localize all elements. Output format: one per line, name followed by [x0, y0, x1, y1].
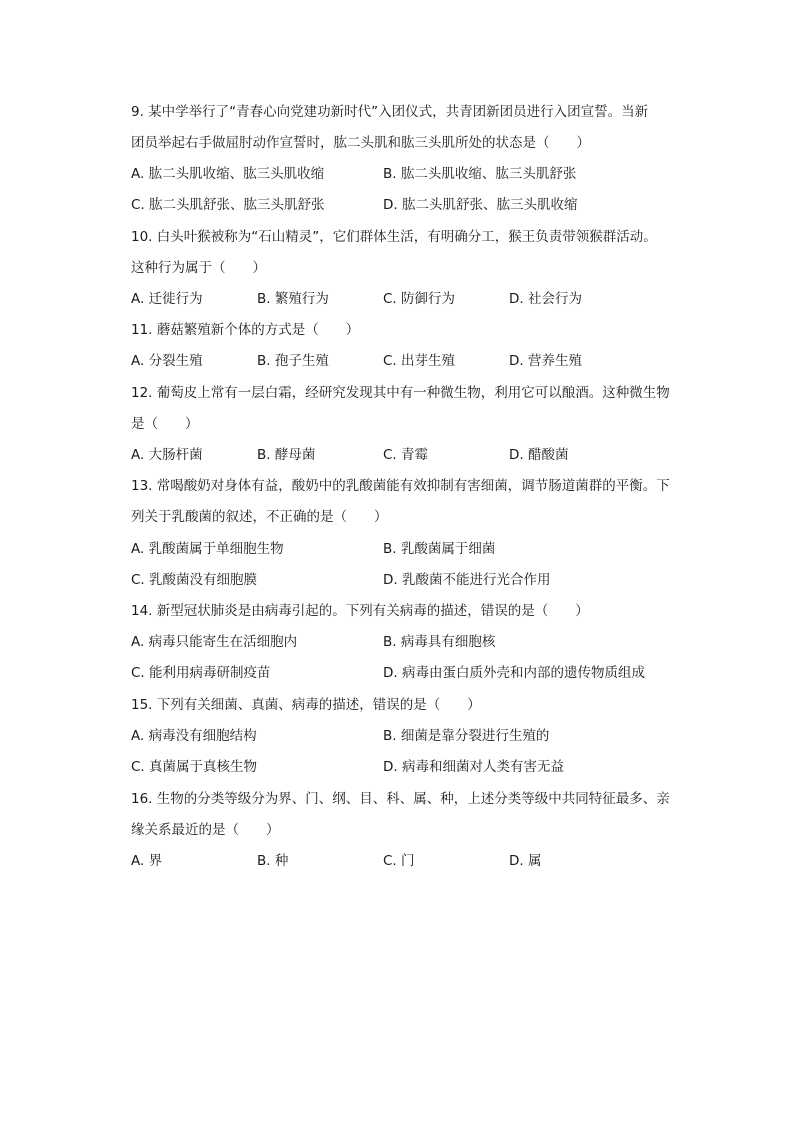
- q15-stem-line-1: 15. 下列有关细菌、真菌、病毒的描述，错误的是（ ）: [131, 697, 481, 713]
- q9-stem-line-1: 9. 某中学举行了“青春心向党建功新时代”入团仪式，共青团新团员进行入团宣誓。当新: [131, 104, 649, 120]
- q13-stem-line-2: 列关于乳酸菌的叙述，不正确的是（ ）: [131, 509, 388, 525]
- q11-stem-line-1: 11. 蘑菇繁殖新个体的方式是（ ）: [131, 322, 360, 338]
- q10-option-b: B. 繁殖行为: [257, 291, 329, 307]
- q16-option-c: C. 门: [383, 853, 415, 869]
- q14-stem-line-1: 14. 新型冠状肺炎是由病毒引起的。下列有关病毒的描述，错误的是（ ）: [131, 603, 589, 619]
- q12-option-a: A. 大肠杆菌: [131, 447, 203, 463]
- q11-option-a: A. 分裂生殖: [131, 353, 203, 369]
- q15-option-c: C. 真菌属于真核生物: [131, 759, 258, 775]
- q12-option-b: B. 酵母菌: [257, 447, 316, 463]
- q9-stem-line-2: 团员举起右手做屈肘动作宣誓时，肱二头肌和肱三头肌所处的状态是（ ）: [131, 135, 590, 151]
- q10-option-c: C. 防御行为: [383, 291, 456, 307]
- q14-option-c: C. 能利用病毒研制疫苗: [131, 665, 271, 681]
- q12-option-d: D. 醋酸菌: [509, 447, 569, 463]
- q16-stem-line-2: 缘关系最近的是（ ）: [131, 822, 280, 838]
- q16-option-a: A. 界: [131, 853, 163, 869]
- q11-option-d: D. 营养生殖: [509, 353, 582, 369]
- q15-option-a: A. 病毒没有细胞结构: [131, 728, 257, 744]
- q11-option-c: C. 出芽生殖: [383, 353, 456, 369]
- q13-option-a: A. 乳酸菌属于单细胞生物: [131, 541, 284, 557]
- q9-option-b: B. 肱二头肌收缩、肱三头肌舒张: [383, 166, 577, 182]
- q14-option-a: A. 病毒只能寄生在活细胞内: [131, 634, 298, 650]
- q9-option-d: D. 肱二头肌舒张、肱三头肌收缩: [383, 197, 578, 213]
- q16-option-d: D. 属: [509, 853, 542, 869]
- q13-option-c: C. 乳酸菌没有细胞膜: [131, 572, 258, 588]
- q12-stem-line-2: 是（ ）: [131, 416, 199, 432]
- q10-option-d: D. 社会行为: [509, 291, 582, 307]
- q16-stem-line-1: 16. 生物的分类等级分为界、门、纲、目、科、属、种，上述分类等级中共同特征最多、亲: [131, 791, 670, 807]
- q15-option-b: B. 细菌是靠分裂进行生殖的: [383, 728, 550, 744]
- q9-option-a: A. 肱二头肌收缩、肱三头肌收缩: [131, 166, 325, 182]
- q14-option-b: B. 病毒具有细胞核: [383, 634, 496, 650]
- q14-option-d: D. 病毒由蛋白质外壳和内部的遗传物质组成: [383, 665, 645, 681]
- q10-stem-line-2: 这种行为属于（ ）: [131, 260, 266, 276]
- q13-option-b: B. 乳酸菌属于细菌: [383, 541, 496, 557]
- q13-option-d: D. 乳酸菌不能进行光合作用: [383, 572, 551, 588]
- q16-option-b: B. 种: [257, 853, 289, 869]
- q11-option-b: B. 孢子生殖: [257, 353, 329, 369]
- q13-stem-line-1: 13. 常喝酸奶对身体有益，酸奶中的乳酸菌能有效抑制有害细菌，调节肠道菌群的平衡。下: [131, 478, 670, 494]
- q15-option-d: D. 病毒和细菌对人类有害无益: [383, 759, 564, 775]
- q10-option-a: A. 迁徙行为: [131, 291, 203, 307]
- q9-option-c: C. 肱二头肌舒张、肱三头肌舒张: [131, 197, 325, 213]
- q12-stem-line-1: 12. 葡萄皮上常有一层白霜，经研究发现其中有一种微生物，利用它可以酿酒。这种微生物: [131, 385, 670, 401]
- q10-stem-line-1: 10. 白头叶猴被称为“石山精灵”，它们群体生活，有明确分工，猴王负责带领猴群活动。: [131, 229, 657, 245]
- q12-option-c: C. 青霉: [383, 447, 429, 463]
